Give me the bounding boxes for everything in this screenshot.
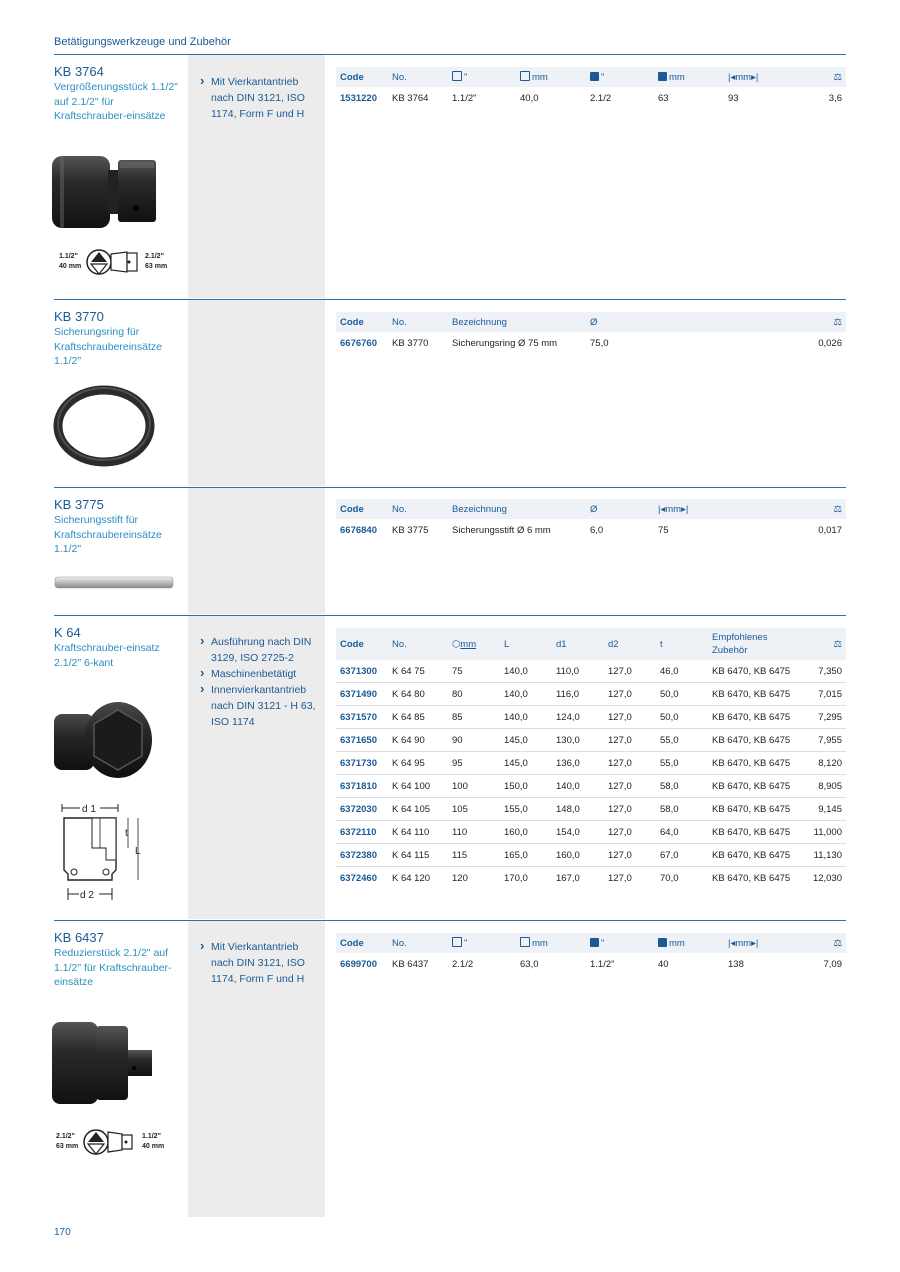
product-table: Code No. Bezeichnung Ø |◂mm▸| ⚖ 6676840 KB 3775 Sicherungsstift Ø 6 mm 6,0 75 0,017 <box>336 499 846 541</box>
dim-d2: d 2 <box>80 890 94 901</box>
scale-weight-icon: ⚖ <box>833 316 842 328</box>
square-filled-icon <box>590 72 599 81</box>
product-title: KB 3770 <box>54 309 104 324</box>
square-outline-icon <box>520 937 530 947</box>
col-weight <box>802 628 846 660</box>
scale-weight-icon: ⚖ <box>833 503 842 515</box>
table-row: 6676760 KB 3770 Sicherungsring Ø 75 mm 75,0 0,026 <box>340 337 842 349</box>
drive-in-mm: 40 mm <box>59 263 82 270</box>
length-arrow-icon: |◂ <box>658 503 666 515</box>
feature-list <box>200 939 320 987</box>
col-weight <box>788 499 846 519</box>
scale-weight-icon: ⚖ <box>833 71 842 83</box>
drive-in-mm: 63 mm <box>56 1143 79 1150</box>
square-filled-icon <box>658 938 667 947</box>
divider <box>54 487 846 488</box>
table-row: 6371300 K 64 75 75 140,0 110,0 127,0 46,0 KB 6470, KB 6475 7,350 <box>340 665 842 677</box>
square-outline-icon <box>452 71 462 81</box>
drive-out-mm: 40 mm <box>142 1143 165 1150</box>
page-number: 170 <box>54 1227 71 1238</box>
length-arrow-icon: |◂ <box>728 71 736 83</box>
table-row: 6372460 K 64 120 120 170,0 167,0 127,0 70,0 KB 6470, KB 6475 12,030 <box>336 867 846 890</box>
product-subtitle: Kraftschrauber-einsatz 2.1/2" 6-kant <box>54 642 160 669</box>
feature-item: › Mit Vierkantantrieb nach DIN 3121, ISO 1174, Form F und H <box>200 939 320 987</box>
table-row: 6372380 K 64 115 115 165,0 160,0 127,0 67,0 KB 6470, KB 6475 11,130 <box>336 844 846 867</box>
dim-t: t <box>125 828 128 839</box>
product-table: Code No. Bezeichnung Ø ⚖ 6676760 KB 3770 Sicherungsring Ø 75 mm 75,0 0,026 <box>336 312 846 354</box>
divider <box>54 54 846 55</box>
table-row: 6372030 K 64 105 105 155,0 148,0 127,0 58,0 KB 6470, KB 6475 9,145 <box>336 798 846 821</box>
divider <box>54 920 846 921</box>
table-row: 6372110 K 64 110 110 160,0 154,0 127,0 64,0 KB 6470, KB 6475 11,000 <box>336 821 846 844</box>
divider <box>54 615 846 616</box>
retaining-ring-image <box>52 384 156 468</box>
col-weight <box>790 312 846 332</box>
table-row: 6676840 KB 3775 Sicherungsstift Ø 6 mm 6,0 75 0,017 <box>340 524 842 536</box>
impact-socket-image <box>52 700 154 780</box>
drive-out-size: 1.1/2" <box>142 1133 161 1140</box>
product-subtitle: Sicherungsstift für Kraftschraubereinsätze 1.1/2" <box>54 514 162 555</box>
table-row: 6371570 K 64 85 85 140,0 124,0 127,0 50,0 KB 6470, KB 6475 7,295 <box>336 706 846 729</box>
page-header: Betätigungswerkzeuge und Zubehör <box>54 36 231 48</box>
square-outline-icon <box>452 937 462 947</box>
spec-column-2 <box>188 300 325 486</box>
square-filled-icon <box>658 72 667 81</box>
drive-in-size: 1.1/2" <box>59 253 78 260</box>
product-subtitle: Reduzierstück 2.1/2" auf 1.1/2" für Kraftschrauber-einsätze <box>54 947 172 988</box>
length-arrow-icon: |◂ <box>728 937 736 949</box>
table-row: 6371730 K 64 95 95 145,0 136,0 127,0 55,0 KB 6470, KB 6475 8,120 <box>336 752 846 775</box>
col-length: |◂mm▸| <box>654 499 788 519</box>
col-square-in-mm: mm <box>516 67 586 87</box>
spec-column-3 <box>188 488 325 614</box>
square-outline-icon <box>520 71 530 81</box>
drive-out-mm: 63 mm <box>145 263 168 270</box>
feature-item: › Maschinenbetätigt <box>200 666 320 682</box>
dim-L: L <box>135 846 141 857</box>
dim-d1: d 1 <box>82 804 96 815</box>
feature-list <box>200 634 320 730</box>
hex-nut-icon: ⬡ <box>452 638 461 650</box>
table-row: 1531220 KB 3764 1.1/2" 40,0 2.1/2 63 93 3,6 <box>340 92 842 104</box>
feature-item: › Mit Vierkantantrieb nach DIN 3121, ISO 1174, Form F und H <box>200 74 320 122</box>
col-weight <box>798 67 846 87</box>
product-title: KB 3764 <box>54 64 104 79</box>
product-table: Code No. " mm " mm |◂mm▸| ⚖ 6699700 KB 6437 2.1/2 63,0 1.1/2" 40 138 7,09 <box>336 933 846 975</box>
product-title: K 64 <box>54 625 81 640</box>
square-filled-icon <box>590 938 599 947</box>
product-subtitle: Sicherungsring für Kraftschraubereinsätze 1.1/2" <box>54 326 162 367</box>
product-table <box>336 67 846 109</box>
divider <box>54 299 846 300</box>
adapter-image <box>50 152 170 234</box>
dimension-drawing <box>58 800 158 904</box>
feature-list <box>200 74 320 122</box>
product-subtitle: Vergrößerungsstück 1.1/2" auf 2.1/2" für Kraftschrauber-einsätze <box>54 81 178 122</box>
col-hex-size: ⬡mm <box>448 628 500 660</box>
drive-out-size: 2.1/2" <box>145 253 164 260</box>
locking-pin-image <box>54 574 174 592</box>
drive-in-size: 2.1/2" <box>56 1133 75 1140</box>
drive-diagram <box>55 244 180 280</box>
feature-item: › Ausführung nach DIN 3129, ISO 2725-2 <box>200 634 320 666</box>
table-row: 6371650 K 64 90 90 145,0 130,0 127,0 55,0 KB 6470, KB 6475 7,955 <box>336 729 846 752</box>
col-square-out-inch: " <box>586 67 654 87</box>
scale-weight-icon: ⚖ <box>833 638 842 650</box>
table-row: 6371490 K 64 80 80 140,0 116,0 127,0 50,0 KB 6470, KB 6475 7,015 <box>336 683 846 706</box>
col-square-out-mm: mm <box>654 67 724 87</box>
col-code: Code <box>336 67 388 87</box>
drive-diagram <box>54 1124 179 1160</box>
col-square-in-inch: " <box>448 67 516 87</box>
product-title: KB 6437 <box>54 930 104 945</box>
table-row: 6699700 KB 6437 2.1/2 63,0 1.1/2" 40 138 7,09 <box>340 958 842 970</box>
feature-item: › Innenvierkantantrieb nach DIN 3121 - H 63, ISO 1174 <box>200 682 320 730</box>
scale-weight-icon: ⚖ <box>833 937 842 949</box>
table-row: 6371810 K 64 100 100 150,0 140,0 127,0 58,0 KB 6470, KB 6475 8,905 <box>336 775 846 798</box>
col-weight <box>798 933 846 953</box>
reducer-image <box>50 1020 160 1106</box>
product-title: KB 3775 <box>54 497 104 512</box>
col-no: No. <box>388 67 448 87</box>
product-table: Code No. ⬡mm L d1 d2 t Empfohlenes Zubehör ⚖ 6371300 K 64 75 75 140,0 110,0 127,0 46,0 KB 6470, KB 6475 7,350 6371490 K 64 80 80 140,0 116,0 127,0 50,0 KB 6470, KB 6475 7,015 6371570 K 64 85 85 140,0 124,0 127,0 50,0 KB 6470, KB 6475 7,295 6371650 K 64 90 90 145,0 130,0 127,0 55,0 KB 6470, KB 6475 7,955 6371730 K 64 95 95 145,0 136,0 127,0 55,0 KB 6470, KB 6475 8,120 6371810 K 64 100 100 150,0 140,0 127,0 58,0 KB 6470, KB 6475 8,905 6372030 K 64 105 105 155,0 148,0 127,0 58,0 KB 6470, KB 6475 9,145 6372110 K 64 110 110 160,0 154,0 127,0 64,0 KB 6470, KB 6475 11,000 6372380 K 64 115 115 165,0 160,0 127,0 67,0 KB 6470, KB 6475 11,130 6372460 K 64 120 120 170,0 167,0 127,0 70,0 KB 6470, KB 6475 12,030 <box>336 628 846 889</box>
col-length: |◂mm▸| <box>724 67 798 87</box>
